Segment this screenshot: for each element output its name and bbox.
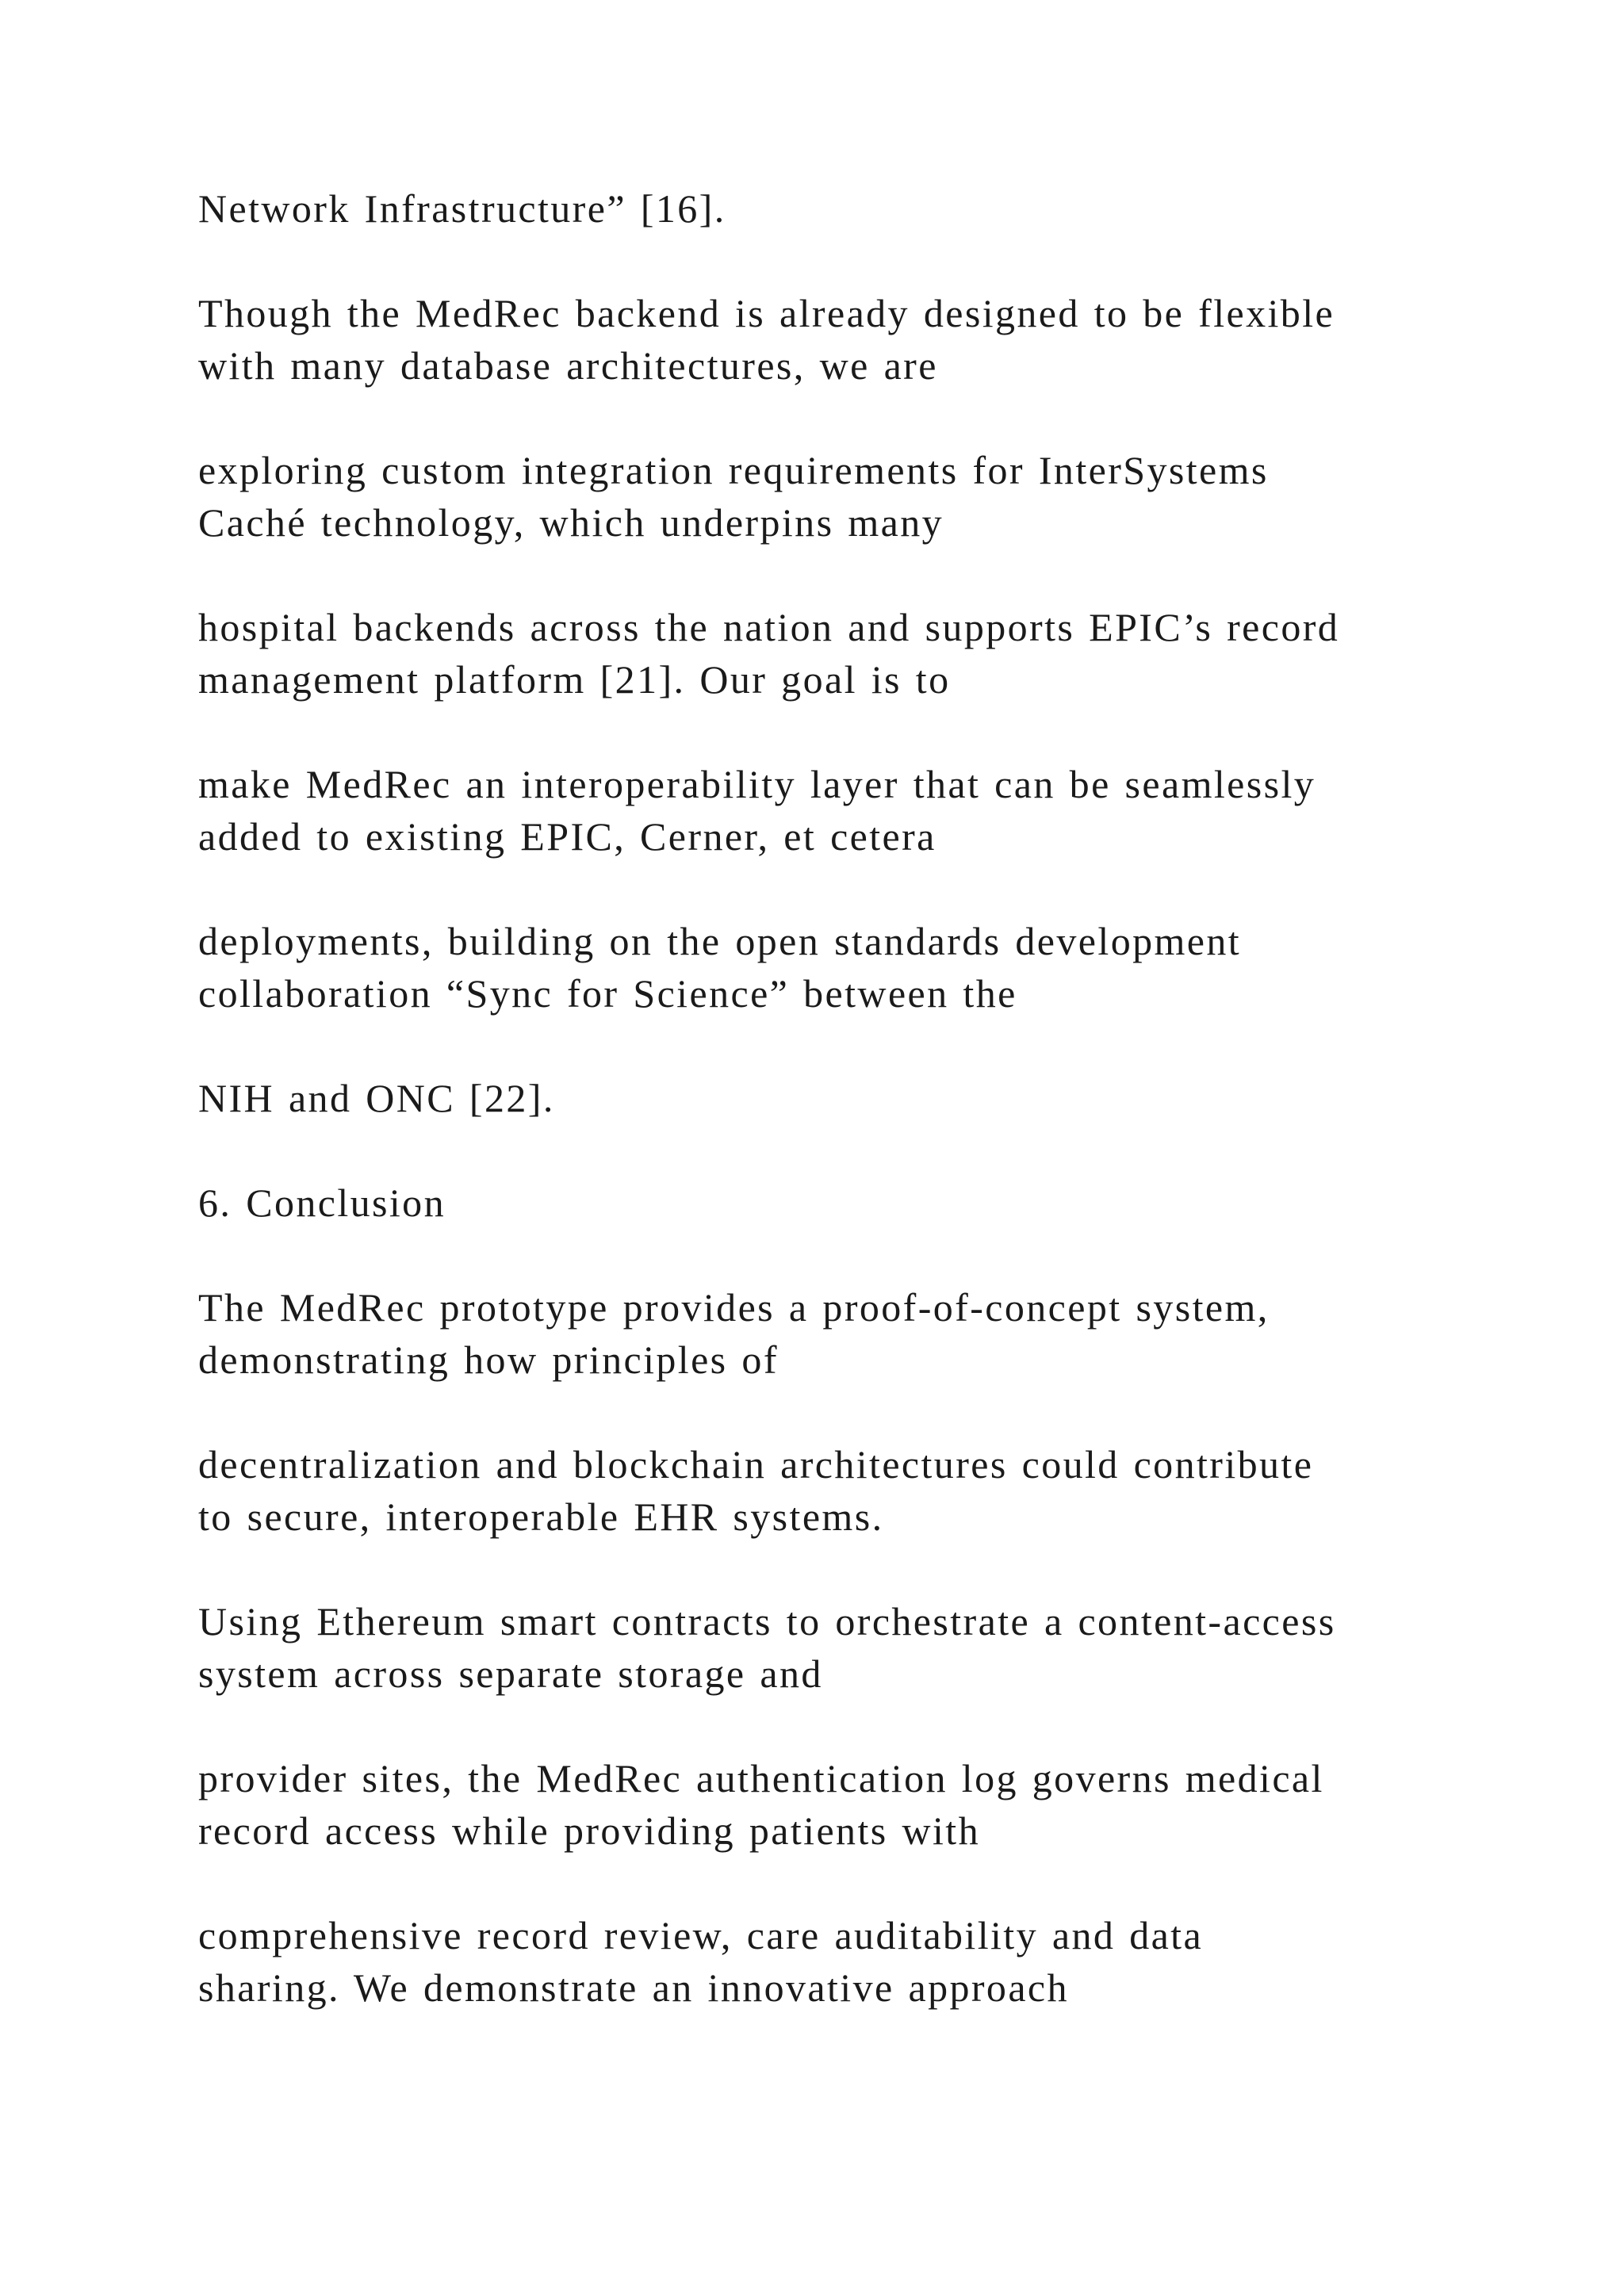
paragraph — [198, 1595, 1467, 1700]
text-line: exploring custom integration requirements for InterSystems — [198, 448, 1269, 492]
paragraph — [198, 287, 1467, 392]
section-heading-text: 6. Conclusion — [198, 1181, 446, 1225]
document-body — [198, 182, 1467, 2066]
text-line: Network Infrastructure” [16]. — [198, 186, 726, 231]
text-line: added to existing EPIC, Cerner, et cetera — [198, 814, 936, 859]
paragraph — [198, 758, 1467, 863]
text-line: comprehensive record review, care auditability and data — [198, 1913, 1204, 1957]
paragraph — [198, 444, 1467, 549]
paragraph — [198, 1752, 1467, 1857]
paragraph — [198, 1438, 1467, 1543]
section-heading — [198, 1177, 1467, 1229]
text-line: make MedRec an interoperability layer that can be seamlessly — [198, 762, 1316, 806]
text-line: management platform [21]. Our goal is to — [198, 657, 951, 702]
paragraph — [198, 915, 1467, 1020]
paragraph — [198, 182, 1467, 235]
text-line: Caché technology, which underpins many — [198, 500, 944, 545]
text-line: system across separate storage and — [198, 1651, 823, 1696]
paragraph — [198, 1072, 1467, 1124]
text-line: sharing. We demonstrate an innovative approach — [198, 1965, 1069, 2010]
text-line: Though the MedRec backend is already designed to be flexible — [198, 291, 1335, 335]
paragraph — [198, 1281, 1467, 1386]
text-line: The MedRec prototype provides a proof-of-concept system, — [198, 1285, 1270, 1330]
text-line: decentralization and blockchain architectures could contribute — [198, 1442, 1314, 1487]
text-line: to secure, interoperable EHR systems. — [198, 1494, 884, 1539]
text-line: hospital backends across the nation and supports EPIC’s record — [198, 605, 1340, 649]
text-line: collaboration “Sync for Science” between the — [198, 971, 1017, 1016]
text-line: deployments, building on the open standards development — [198, 919, 1242, 963]
paragraph — [198, 1909, 1467, 2014]
text-line: with many database architectures, we are — [198, 343, 938, 388]
text-line: Using Ethereum smart contracts to orchestrate a content-access — [198, 1599, 1336, 1644]
text-line: record access while providing patients with — [198, 1808, 980, 1853]
text-line: NIH and ONC [22]. — [198, 1076, 555, 1120]
text-line: provider sites, the MedRec authentication log governs medical — [198, 1756, 1324, 1800]
paragraph — [198, 601, 1467, 706]
text-line: demonstrating how principles of — [198, 1337, 779, 1382]
